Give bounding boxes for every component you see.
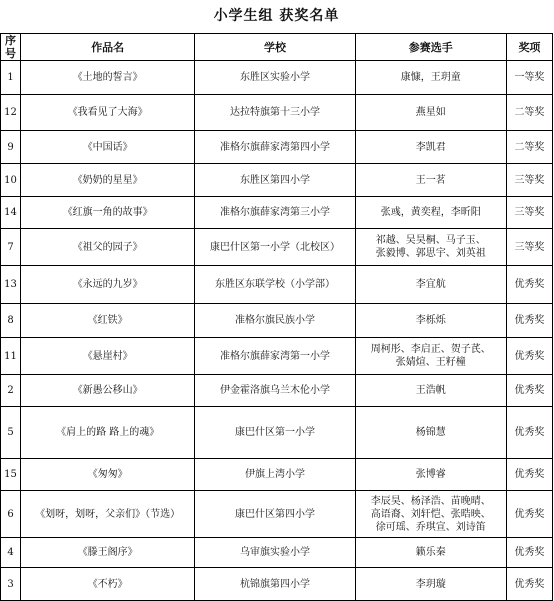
cell-no: 2 (1, 375, 21, 407)
participant-line: 籁乐秦 (415, 547, 446, 558)
cell-no: 11 (1, 338, 21, 375)
cell-work: 《肩上的路 路上的魂》 (21, 407, 195, 459)
participant-line: 王一茗 (415, 174, 446, 186)
participant-line: 高语裔、刘轩恺、张晧映、 (370, 508, 491, 520)
cell-prize: 优秀奖 (506, 407, 552, 459)
cell-participants (355, 375, 506, 407)
table-row (1, 568, 553, 601)
participant-line: 李辰昊、杨泽浩、苗晚晴、 (370, 495, 491, 507)
participant-line: 康慷，王玥童 (400, 72, 461, 83)
cell-participants (355, 131, 506, 164)
cell-work: 《划呀，划呀，父亲们》（节选） (21, 491, 195, 538)
cell-prize: 二等奖 (506, 131, 552, 164)
table-row (1, 459, 553, 491)
cell-no: 1 (1, 61, 21, 95)
table-row (1, 164, 553, 197)
cell-school: 准格尔旗薛家湾第一小学 (195, 338, 355, 375)
cell-school: 康巴什区第一小学 (195, 407, 355, 459)
cell-no: 14 (1, 197, 21, 229)
table-row (1, 197, 553, 229)
header-participants: 参赛选手 (355, 34, 506, 61)
cell-work: 《中国话》 (21, 131, 195, 164)
cell-work: 《不朽》 (21, 568, 195, 601)
participant-line: 李宜航 (415, 279, 446, 290)
participant-line: 张婧煊、王籽橦 (395, 357, 466, 368)
header-work: 作品名 (21, 34, 195, 61)
header-prize: 奖项 (506, 34, 552, 61)
cell-prize: 优秀奖 (506, 459, 552, 491)
cell-work: 《红铁》 (21, 304, 195, 338)
cell-work: 《匆匆》 (21, 459, 195, 491)
cell-participants (355, 491, 506, 538)
cell-prize: 优秀奖 (506, 568, 552, 601)
cell-work: 《永远的九岁》 (21, 266, 195, 304)
cell-prize: 二等奖 (506, 95, 552, 131)
table-row (1, 491, 553, 538)
cell-no: 5 (1, 407, 21, 459)
table-row (1, 538, 553, 568)
participant-line: 张毅博、郭思宇、刘英祖 (375, 248, 486, 259)
participant-line: 李凯君 (415, 141, 446, 153)
cell-work: 《红旗一角的故事》 (21, 197, 195, 229)
participant-line: 李栎烁 (415, 315, 446, 326)
cell-participants (355, 95, 506, 131)
cell-school: 准格尔旗薛家湾第四小学 (195, 131, 355, 164)
cell-school: 康巴什区第四小学 (195, 491, 355, 538)
cell-no: 13 (1, 266, 21, 304)
cell-no: 9 (1, 131, 21, 164)
cell-participants (355, 164, 506, 197)
cell-prize: 三等奖 (506, 197, 552, 229)
cell-work: 《土地的誓言》 (21, 61, 195, 95)
cell-work: 《新愚公移山》 (21, 375, 195, 407)
table-body (1, 61, 553, 601)
table-row (1, 95, 553, 131)
cell-work: 《滕王阁序》 (21, 538, 195, 568)
cell-no: 6 (1, 491, 21, 538)
cell-no: 15 (1, 459, 21, 491)
cell-school: 康巴什区第一小学（北校区） (195, 229, 355, 266)
header-no: 序号 (1, 34, 21, 61)
table-row (1, 375, 553, 407)
participant-line: 王浩帆 (415, 385, 446, 396)
header-school: 学校 (195, 34, 355, 61)
cell-prize: 优秀奖 (506, 266, 552, 304)
table-row (1, 61, 553, 95)
cell-prize: 一等奖 (506, 61, 552, 95)
cell-no: 4 (1, 538, 21, 568)
cell-school: 杭锦旗第四小学 (195, 568, 355, 601)
cell-participants (355, 266, 506, 304)
cell-participants (355, 568, 506, 601)
cell-work: 《祖父的园子》 (21, 229, 195, 266)
participant-line: 徐可瑶、乔琪宣、刘诗笛 (375, 521, 486, 533)
table-row (1, 407, 553, 459)
cell-school: 东胜区东联学校（小学部） (195, 266, 355, 304)
cell-school: 准格尔旗薛家湾第三小学 (195, 197, 355, 229)
cell-no: 12 (1, 95, 21, 131)
cell-prize: 优秀奖 (506, 338, 552, 375)
cell-no: 7 (1, 229, 21, 266)
cell-work: 《奶奶的星星》 (21, 164, 195, 197)
cell-prize: 优秀奖 (506, 491, 552, 538)
cell-prize: 三等奖 (506, 164, 552, 197)
cell-participants (355, 197, 506, 229)
cell-school: 东胜区实验小学 (195, 61, 355, 95)
cell-prize: 三等奖 (506, 229, 552, 266)
table-row (1, 338, 553, 375)
cell-participants (355, 229, 506, 266)
award-table (0, 33, 553, 601)
table-row (1, 266, 553, 304)
cell-no: 10 (1, 164, 21, 197)
cell-school: 达拉特旗第十三小学 (195, 95, 355, 131)
cell-school: 伊金霍洛旗乌兰木伦小学 (195, 375, 355, 407)
cell-participants (355, 61, 506, 95)
participant-line: 李玥璇 (415, 578, 446, 590)
header-row (1, 34, 553, 61)
cell-school: 东胜区第四小学 (195, 164, 355, 197)
table-row (1, 131, 553, 164)
cell-work: 《我看见了大海》 (21, 95, 195, 131)
participant-line: 张博睿 (415, 469, 446, 480)
cell-school: 乌审旗实验小学 (195, 538, 355, 568)
cell-prize: 优秀奖 (506, 375, 552, 407)
cell-participants (355, 459, 506, 491)
participant-line: 杨锦慧 (415, 427, 446, 438)
cell-participants (355, 538, 506, 568)
cell-prize: 优秀奖 (506, 538, 552, 568)
cell-work: 《悬崖村》 (21, 338, 195, 375)
participant-line: 周柯彤、李启正、贺子芪、 (370, 344, 491, 355)
cell-prize: 优秀奖 (506, 304, 552, 338)
cell-participants (355, 304, 506, 338)
participant-line: 燕星如 (415, 107, 446, 118)
cell-no: 8 (1, 304, 21, 338)
sheet-title: 小学生组 获奖名单 (213, 8, 340, 24)
participant-line: 祁越、吴昊桐、马子玉、 (375, 235, 486, 246)
cell-participants (355, 407, 506, 459)
cell-school: 伊旗上湾小学 (195, 459, 355, 491)
participant-line: 张彧，黄奕程，李昕阳 (380, 207, 481, 218)
table-row (1, 229, 553, 266)
cell-school: 准格尔旗民族小学 (195, 304, 355, 338)
cell-participants (355, 338, 506, 375)
cell-no: 3 (1, 568, 21, 601)
table-row (1, 304, 553, 338)
